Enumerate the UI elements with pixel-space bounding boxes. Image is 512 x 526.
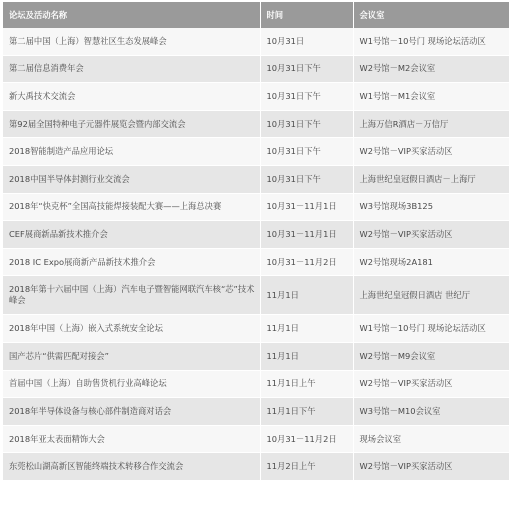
venue-cell: W1号馆－10号门 现场论坛活动区 <box>353 28 509 55</box>
venue-cell: 现场会议室 <box>353 425 509 453</box>
table-row <box>3 221 509 249</box>
time-cell: 10月31日下午 <box>260 55 353 83</box>
venue-cell: W3号馆现场3B125 <box>353 193 509 221</box>
header-forum-name: 论坛及活动名称 <box>3 2 260 28</box>
venue-cell: W2号馆－VIP买家活动区 <box>353 370 509 398</box>
venue-cell: W3号馆－M10会议室 <box>353 398 509 426</box>
venue-cell: 上海世纪皇冠假日酒店－上海厅 <box>353 165 509 193</box>
venue-cell: W2号馆－M2会议室 <box>353 55 509 83</box>
venue-cell: 上海世纪皇冠假日酒店 世纪厅 <box>353 276 509 315</box>
header-time: 时间 <box>260 2 353 28</box>
table-row <box>3 453 509 481</box>
header-venue: 会议室 <box>353 2 509 28</box>
forum-name-cell: 2018年亚太表面精饰大会 <box>3 425 260 453</box>
time-cell: 10月31日下午 <box>260 138 353 166</box>
venue-cell: W2号馆－VIP买家活动区 <box>353 453 509 481</box>
table-row <box>3 342 509 370</box>
forum-name-cell: 2018年第十六届中国（上海）汽车电子暨智能网联汽车核“芯”技术峰会 <box>3 276 260 315</box>
forum-name-cell: 2018中国半导体封测行业交流会 <box>3 165 260 193</box>
forum-name-cell: 国产芯片“供需匹配对接会” <box>3 342 260 370</box>
venue-cell: W2号馆－VIP买家活动区 <box>353 138 509 166</box>
forum-name-cell: 2018智能制造产品应用论坛 <box>3 138 260 166</box>
table-row <box>3 425 509 453</box>
table-row <box>3 398 509 426</box>
forum-name-cell: 2018年半导体设备与核心部件制造商对话会 <box>3 398 260 426</box>
time-cell: 11月1日下午 <box>260 398 353 426</box>
forum-name-cell: 首届中国（上海）自助售货机行业高峰论坛 <box>3 370 260 398</box>
time-cell: 11月1日上午 <box>260 370 353 398</box>
time-cell: 11月1日 <box>260 342 353 370</box>
time-cell: 11月1日 <box>260 315 353 343</box>
table-row <box>3 83 509 111</box>
table-row <box>3 55 509 83</box>
time-cell: 10月31－11月1日 <box>260 193 353 221</box>
time-cell: 11月1日 <box>260 276 353 315</box>
forum-name-cell: 第92届全国特种电子元器件展览会暨内部交流会 <box>3 110 260 138</box>
table-row <box>3 370 509 398</box>
time-cell: 10月31－11月1日 <box>260 221 353 249</box>
venue-cell: W1号馆－M1会议室 <box>353 83 509 111</box>
forum-name-cell: 2018 IC Expo展商新产品新技术推介会 <box>3 248 260 276</box>
time-cell: 10月31日 <box>260 28 353 55</box>
forum-name-cell: 东莞松山湖高新区智能终端技术转移合作交流会 <box>3 453 260 481</box>
table-header-row <box>3 2 509 28</box>
forum-name-cell: 2018年中国（上海）嵌入式系统安全论坛 <box>3 315 260 343</box>
forum-name-cell: 第二届中国（上海）智慧社区生态发展峰会 <box>3 28 260 55</box>
time-cell: 11月2日上午 <box>260 453 353 481</box>
forum-name-cell: 新大禹技术交流会 <box>3 83 260 111</box>
venue-cell: 上海万信R酒店－万信厅 <box>353 110 509 138</box>
venue-cell: W2号馆－M9会议室 <box>353 342 509 370</box>
time-cell: 10月31日下午 <box>260 83 353 111</box>
table-row <box>3 110 509 138</box>
forum-name-cell: CEF展商新品新技术推介会 <box>3 221 260 249</box>
table-row <box>3 28 509 55</box>
table-row <box>3 138 509 166</box>
time-cell: 10月31－11月2日 <box>260 425 353 453</box>
forum-schedule-table <box>3 2 509 481</box>
table-row <box>3 248 509 276</box>
venue-cell: W1号馆－10号门 现场论坛活动区 <box>353 315 509 343</box>
venue-cell: W2号馆－VIP买家活动区 <box>353 221 509 249</box>
table-row <box>3 193 509 221</box>
table-row <box>3 165 509 193</box>
venue-cell: W2号馆现场2A181 <box>353 248 509 276</box>
time-cell: 10月31－11月2日 <box>260 248 353 276</box>
forum-name-cell: 2018年“快克杯”全国高技能焊接装配大赛——上海总决赛 <box>3 193 260 221</box>
forum-name-cell: 第二届信息消费年会 <box>3 55 260 83</box>
table-row <box>3 315 509 343</box>
time-cell: 10月31日下午 <box>260 110 353 138</box>
table-row <box>3 276 509 315</box>
time-cell: 10月31日下午 <box>260 165 353 193</box>
